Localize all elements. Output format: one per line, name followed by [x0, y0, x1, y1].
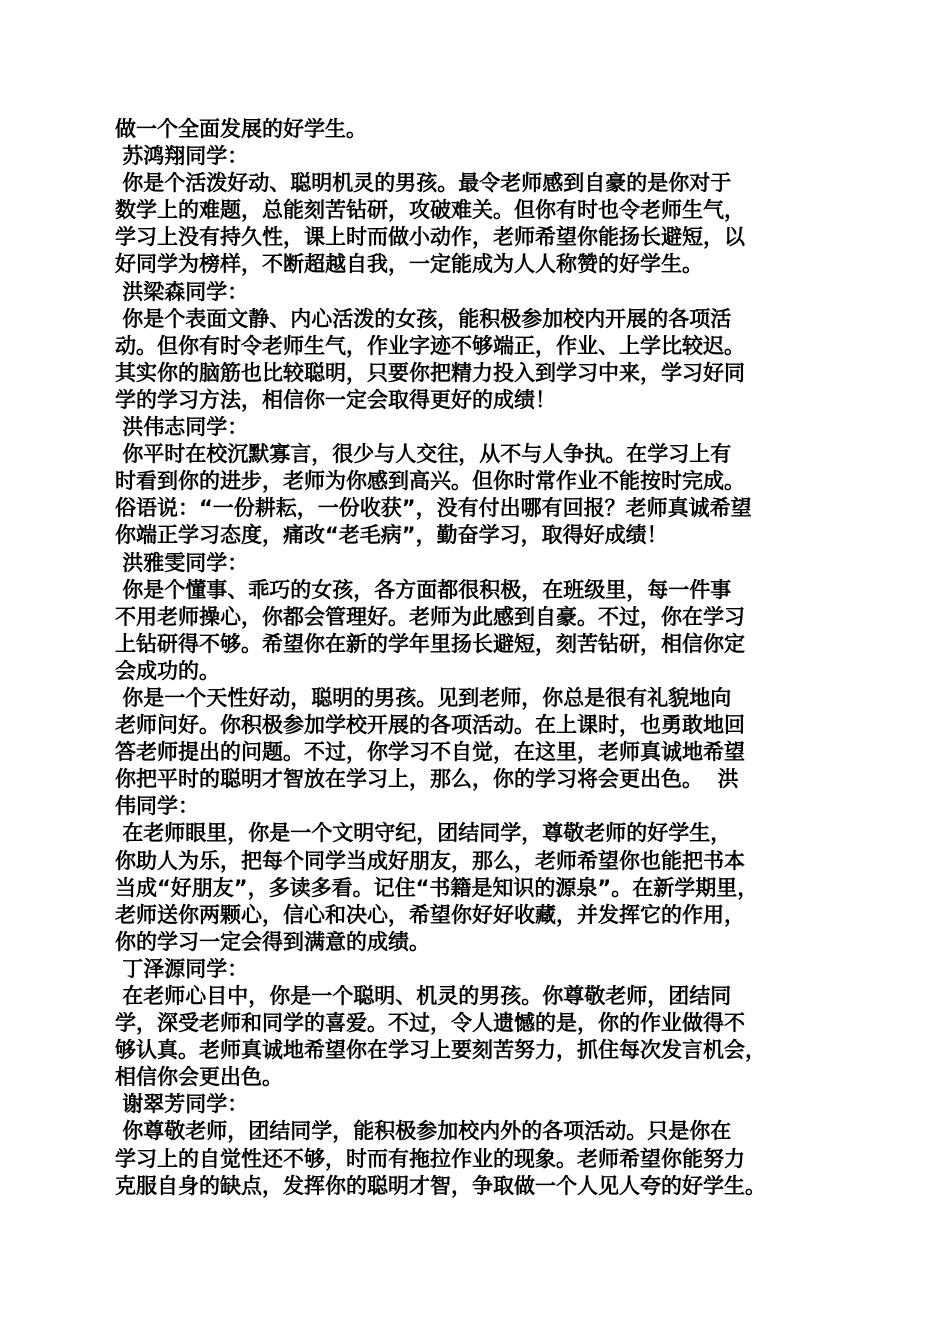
text-line: 俗语说：“一份耕耘，一份收获”，没有付出哪有回报？老师真诚希望	[115, 496, 752, 521]
text-line: 其实你的脑筋也比较聪明，只要你把精力投入到学习中来，学习好同	[115, 360, 745, 385]
text-line: 上钻研得不够。希望你在新的学年里扬长避短，刻苦钻研，相信你定	[115, 631, 745, 656]
text-line: 当成“好朋友”，多读多看。记住“书籍是知识的源泉”。在新学期里，	[115, 875, 759, 900]
document-body	[115, 116, 855, 1200]
text-line: 数学上的难题，总能刻苦钻研，攻破难关。但你有时也令老师生气，	[115, 198, 745, 223]
text-line: 你平时在校沉默寡言，很少与人交往，从不与人争执。在学习上有	[115, 442, 732, 467]
text-line: 做一个全面发展的好学生。	[115, 117, 367, 141]
text-line: 你尊敬老师，团结同学，能积极参加校内外的各项活动。只是你在	[115, 1119, 732, 1144]
text-line: 学的学习方法，相信你一定会取得更好的成绩！	[115, 387, 556, 412]
text-line: 伟同学：	[115, 794, 199, 819]
text-line: 你是一个天性好动，聪明的男孩。见到老师，你总是很有礼貌地向	[115, 685, 732, 710]
text-line: 时看到你的进步，老师为你感到高兴。但你时常作业不能按时完成。	[115, 469, 745, 494]
text-line: 克服自身的缺点，发挥你的聪明才智，争取做一个人见人夸的好学生。	[115, 1173, 766, 1198]
text-line: 你是个表面文静、内心活泼的女孩，能积极参加校内开展的各项活	[115, 306, 732, 331]
text-line: 苏鸿翔同学：	[115, 144, 249, 169]
text-line: 动。但你有时令老师生气，作业字迹不够端正，作业、上学比较迟。	[115, 333, 745, 358]
text-line: 好同学为榜样，不断超越自我，一定能成为人人称赞的好学生。	[115, 252, 703, 277]
text-line: 丁泽源同学：	[115, 956, 249, 981]
text-line: 老师送你两颗心，信心和决心，希望你好好收藏，并发挥它的作用，	[115, 902, 745, 927]
text-line: 你的学习一定会得到满意的成绩。	[115, 929, 430, 954]
text-line: 在老师眼里，你是一个文明守纪，团结同学，尊敬老师的好学生，	[115, 821, 732, 846]
text-line: 你是个懂事、乖巧的女孩，各方面都很积极，在班级里，每一件事	[115, 577, 732, 602]
text-line: 相信你会更出色。	[115, 1065, 283, 1090]
text-line: 老师问好。你积极参加学校开展的各项活动。在上课时，也勇敢地回	[115, 713, 745, 738]
text-line: 洪伟志同学：	[115, 415, 249, 440]
text-line: 学习上没有持久性，课上时而做小动作，老师希望你能扬长避短，以	[115, 225, 745, 250]
text-line: 洪梁森同学：	[115, 279, 249, 304]
text-line: 你助人为乐，把每个同学当成好朋友，那么，老师希望你也能把书本	[115, 848, 745, 873]
text-line: 洪雅雯同学：	[115, 550, 249, 575]
text-line: 在老师心目中，你是一个聪明、机灵的男孩。你尊敬老师，团结同	[115, 984, 732, 1008]
text-line: 学习上的自觉性还不够，时而有拖拉作业的现象。老师希望你能努力	[115, 1146, 745, 1171]
text-line: 你是个活泼好动、聪明机灵的男孩。最令老师感到自豪的是你对于	[115, 171, 732, 196]
text-line: 不用老师操心，你都会管理好。老师为此感到自豪。不过，你在学习	[115, 604, 745, 629]
text-line: 会成功的。	[115, 658, 220, 683]
text-line: 够认真。老师真诚地希望你在学习上要刻苦努力，抓住每次发言机会，	[115, 1038, 766, 1063]
text-line: 你端正学习态度，痛改“老毛病”，勤奋学习，取得好成绩！	[115, 523, 668, 548]
text-line: 答老师提出的问题。不过，你学习不自觉，在这里，老师真诚地希望	[115, 740, 745, 765]
text-line: 学，深受老师和同学的喜爱。不过，令人遗憾的是，你的作业做得不	[115, 1011, 745, 1036]
text-line: 谢翠芳同学：	[115, 1092, 249, 1117]
text-line: 你把平时的聪明才智放在学习上，那么，你的学习将会更出色。 洪	[115, 767, 739, 792]
